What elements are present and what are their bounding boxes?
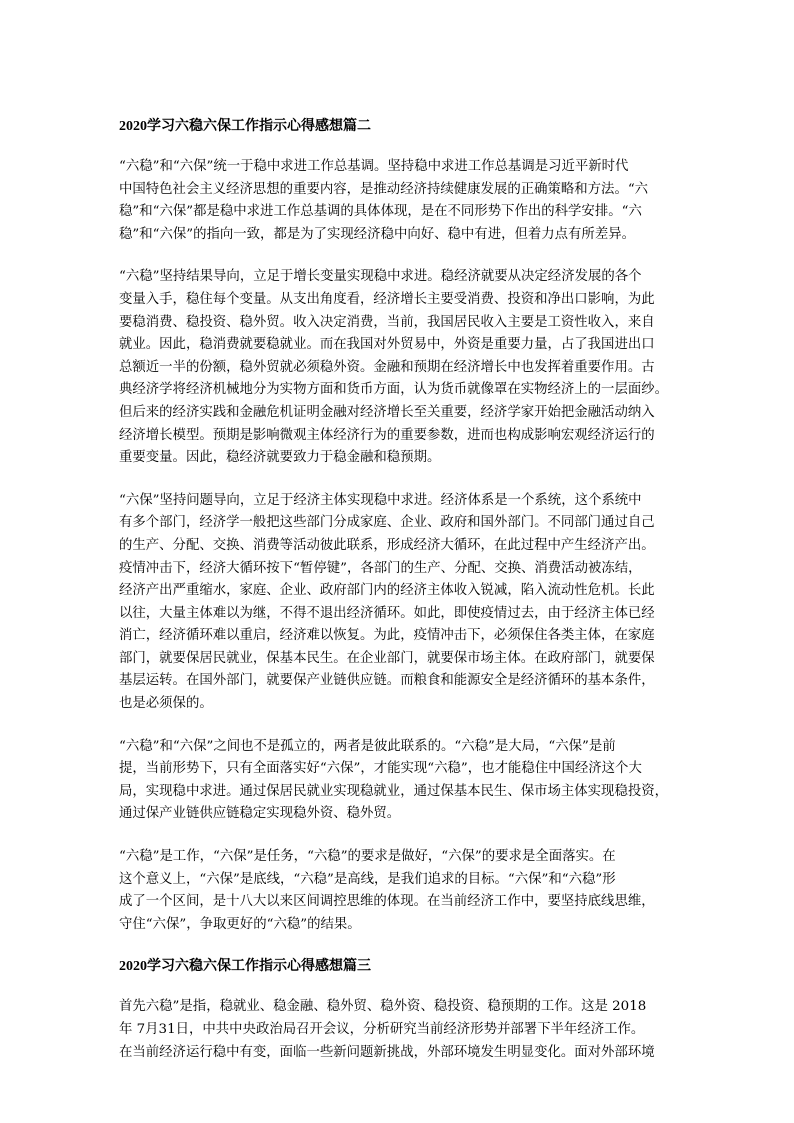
paragraph-1 (119, 156, 679, 246)
text-line: 这个意义上，“六保”是底线，“六稳”是高线，是我们追求的目标。“六保”和“六稳”形 (119, 871, 616, 887)
text-line: “六稳”和“六保”统一于稳中求进工作总基调。坚持稳中求进工作总基调是习近平新时代 (119, 159, 629, 174)
text-line: 变量入手，稳住每个变量。从支出角度看，经济增长主要受消费、投资和净出口影响，为此 (119, 291, 655, 307)
text-line: “六稳”和“六保”之间也不是孤立的，两者是彼此联系的。“六稳”是大局，“六保”是前 (119, 738, 616, 754)
text-line: 通过保产业链供应链稳定实现稳外资、稳外贸。 (119, 806, 401, 822)
text-line: 中国特色社会主义经济思想的重要内容，是推动经济持续健康发展的正确策略和方法。“六 (119, 181, 649, 197)
text-line: 部门，就要保居民就业，保基本民生。在企业部门，就要保市场主体。在政府部门，就要保 (119, 650, 655, 666)
text-line: 年 7月31日，中共中央政治局召开会议，分析研究当前经济形势并部署下半年经济工作。 (119, 1022, 645, 1037)
text-line: 守住“六保”，争取更好的“六稳”的结果。 (119, 916, 361, 932)
text-line: 局，实现稳中求进。通过保居民就业实现稳就业，通过保基本民生、保市场主体实现稳投资， (119, 783, 669, 799)
text-line: “六稳”坚持结果导向，立足于增长变量实现稳中求进。稳经济就要从决定经济发展的各个 (119, 269, 642, 285)
text-line: 但后来的经济实践和金融危机证明金融对经济增长至关重要，经济学家开始把金融活动纳入 (119, 404, 655, 420)
text-line: 经济增长模型。预期是影响微观主体经济行为的重要参数，进而也构成影响宏观经济运行的 (119, 427, 655, 443)
text-line: 也是必须保的。 (119, 696, 213, 712)
text-line: 就业。因此，稳消费就要稳就业。而在我国对外贸易中，外资是重要力量，占了我国进出口 (119, 337, 655, 353)
text-line: 典经济学将经济机械地分为实物方面和货币方面，认为货币就像罩在实物经济上的一层面纱。 (119, 382, 669, 398)
text-line: 有多个部门，经济学一般把这些部门分成家庭、企业、政府和国外部门。不同部门通过自己 (119, 515, 655, 531)
paragraph-3 (119, 490, 679, 716)
text-line: 经济产出严重缩水，家庭、企业、政府部门内的经济主体收入锐减，陷入流动性危机。长此 (119, 583, 655, 599)
paragraph-4 (119, 736, 679, 826)
text-line: 成了一个区间，是十八大以来区间调控思维的体现。在当前经济工作中，要坚持底线思维， (119, 894, 655, 910)
document-page (119, 110, 679, 1084)
text-line: “六保”坚持问题导向，立足于经济主体实现稳中求进。经济体系是一个系统，这个系统中 (119, 492, 642, 508)
section-heading-2: 2020学习六稳六保工作指示心得感想篇二 (119, 119, 371, 134)
text-line: 在当前经济运行稳中有变，面临一些新问题新挑战，外部环境发生明显变化。面对外部环境 (119, 1044, 655, 1060)
paragraph-2 (119, 266, 679, 469)
text-line: “六稳”是工作，“六保”是任务，“六稳”的要求是做好，“六保”的要求是全面落实。在 (119, 849, 616, 865)
text-line: 提，当前形势下，只有全面落实好“六保”，才能实现“六稳”，也才能稳住中国经济这个大 (119, 761, 642, 777)
text-line: 总额近一半的份额，稳外贸就必须稳外资。金融和预期在经济增长中也发挥着重要作用。古 (119, 359, 655, 375)
section-heading-3: 2020学习六稳六保工作指示心得感想篇三 (119, 959, 371, 975)
text-line: 消亡，经济循环难以重启，经济难以恢复。为此，疫情冲击下，必须保住各类主体，在家庭 (119, 628, 655, 644)
text-line: 的生产、分配、交换、消费等活动彼此联系，形成经济大循环，在此过程中产生经济产出。 (119, 537, 655, 553)
text-line: 稳”和“六保”的指向一致，都是为了实现经济稳中向好、稳中有进，但着力点有所差异。 (119, 226, 635, 242)
paragraph-6 (119, 996, 679, 1064)
text-line: 首先六稳”是指，稳就业、稳金融、稳外贸、稳外资、稳投资、稳预期的工作。这是 2018 (119, 999, 647, 1015)
paragraph-5 (119, 846, 679, 936)
text-line: 稳”和“六保”都是稳中求进工作总基调的具体体现，是在不同形势下作出的科学安排。“六 (119, 204, 642, 220)
text-line: 要稳消费、稳投资、稳外贸。收入决定消费，当前，我国居民收入主要是工资性收入，来自 (119, 314, 655, 330)
text-line: 基层运转。在国外部门，就要保产业链供应链。而粮食和能源安全是经济循环的基本条件， (119, 673, 655, 689)
text-line: 以往，大量主体难以为继，不得不退出经济循环。如此，即使疫情过去，由于经济主体已经 (119, 605, 655, 621)
text-line: 疫情冲击下，经济大循环按下“暂停键”，各部门的生产、分配、交换、消费活动被冻结， (119, 560, 642, 576)
text-line: 重要变量。因此，稳经济就要致力于稳金融和稳预期。 (119, 450, 441, 466)
